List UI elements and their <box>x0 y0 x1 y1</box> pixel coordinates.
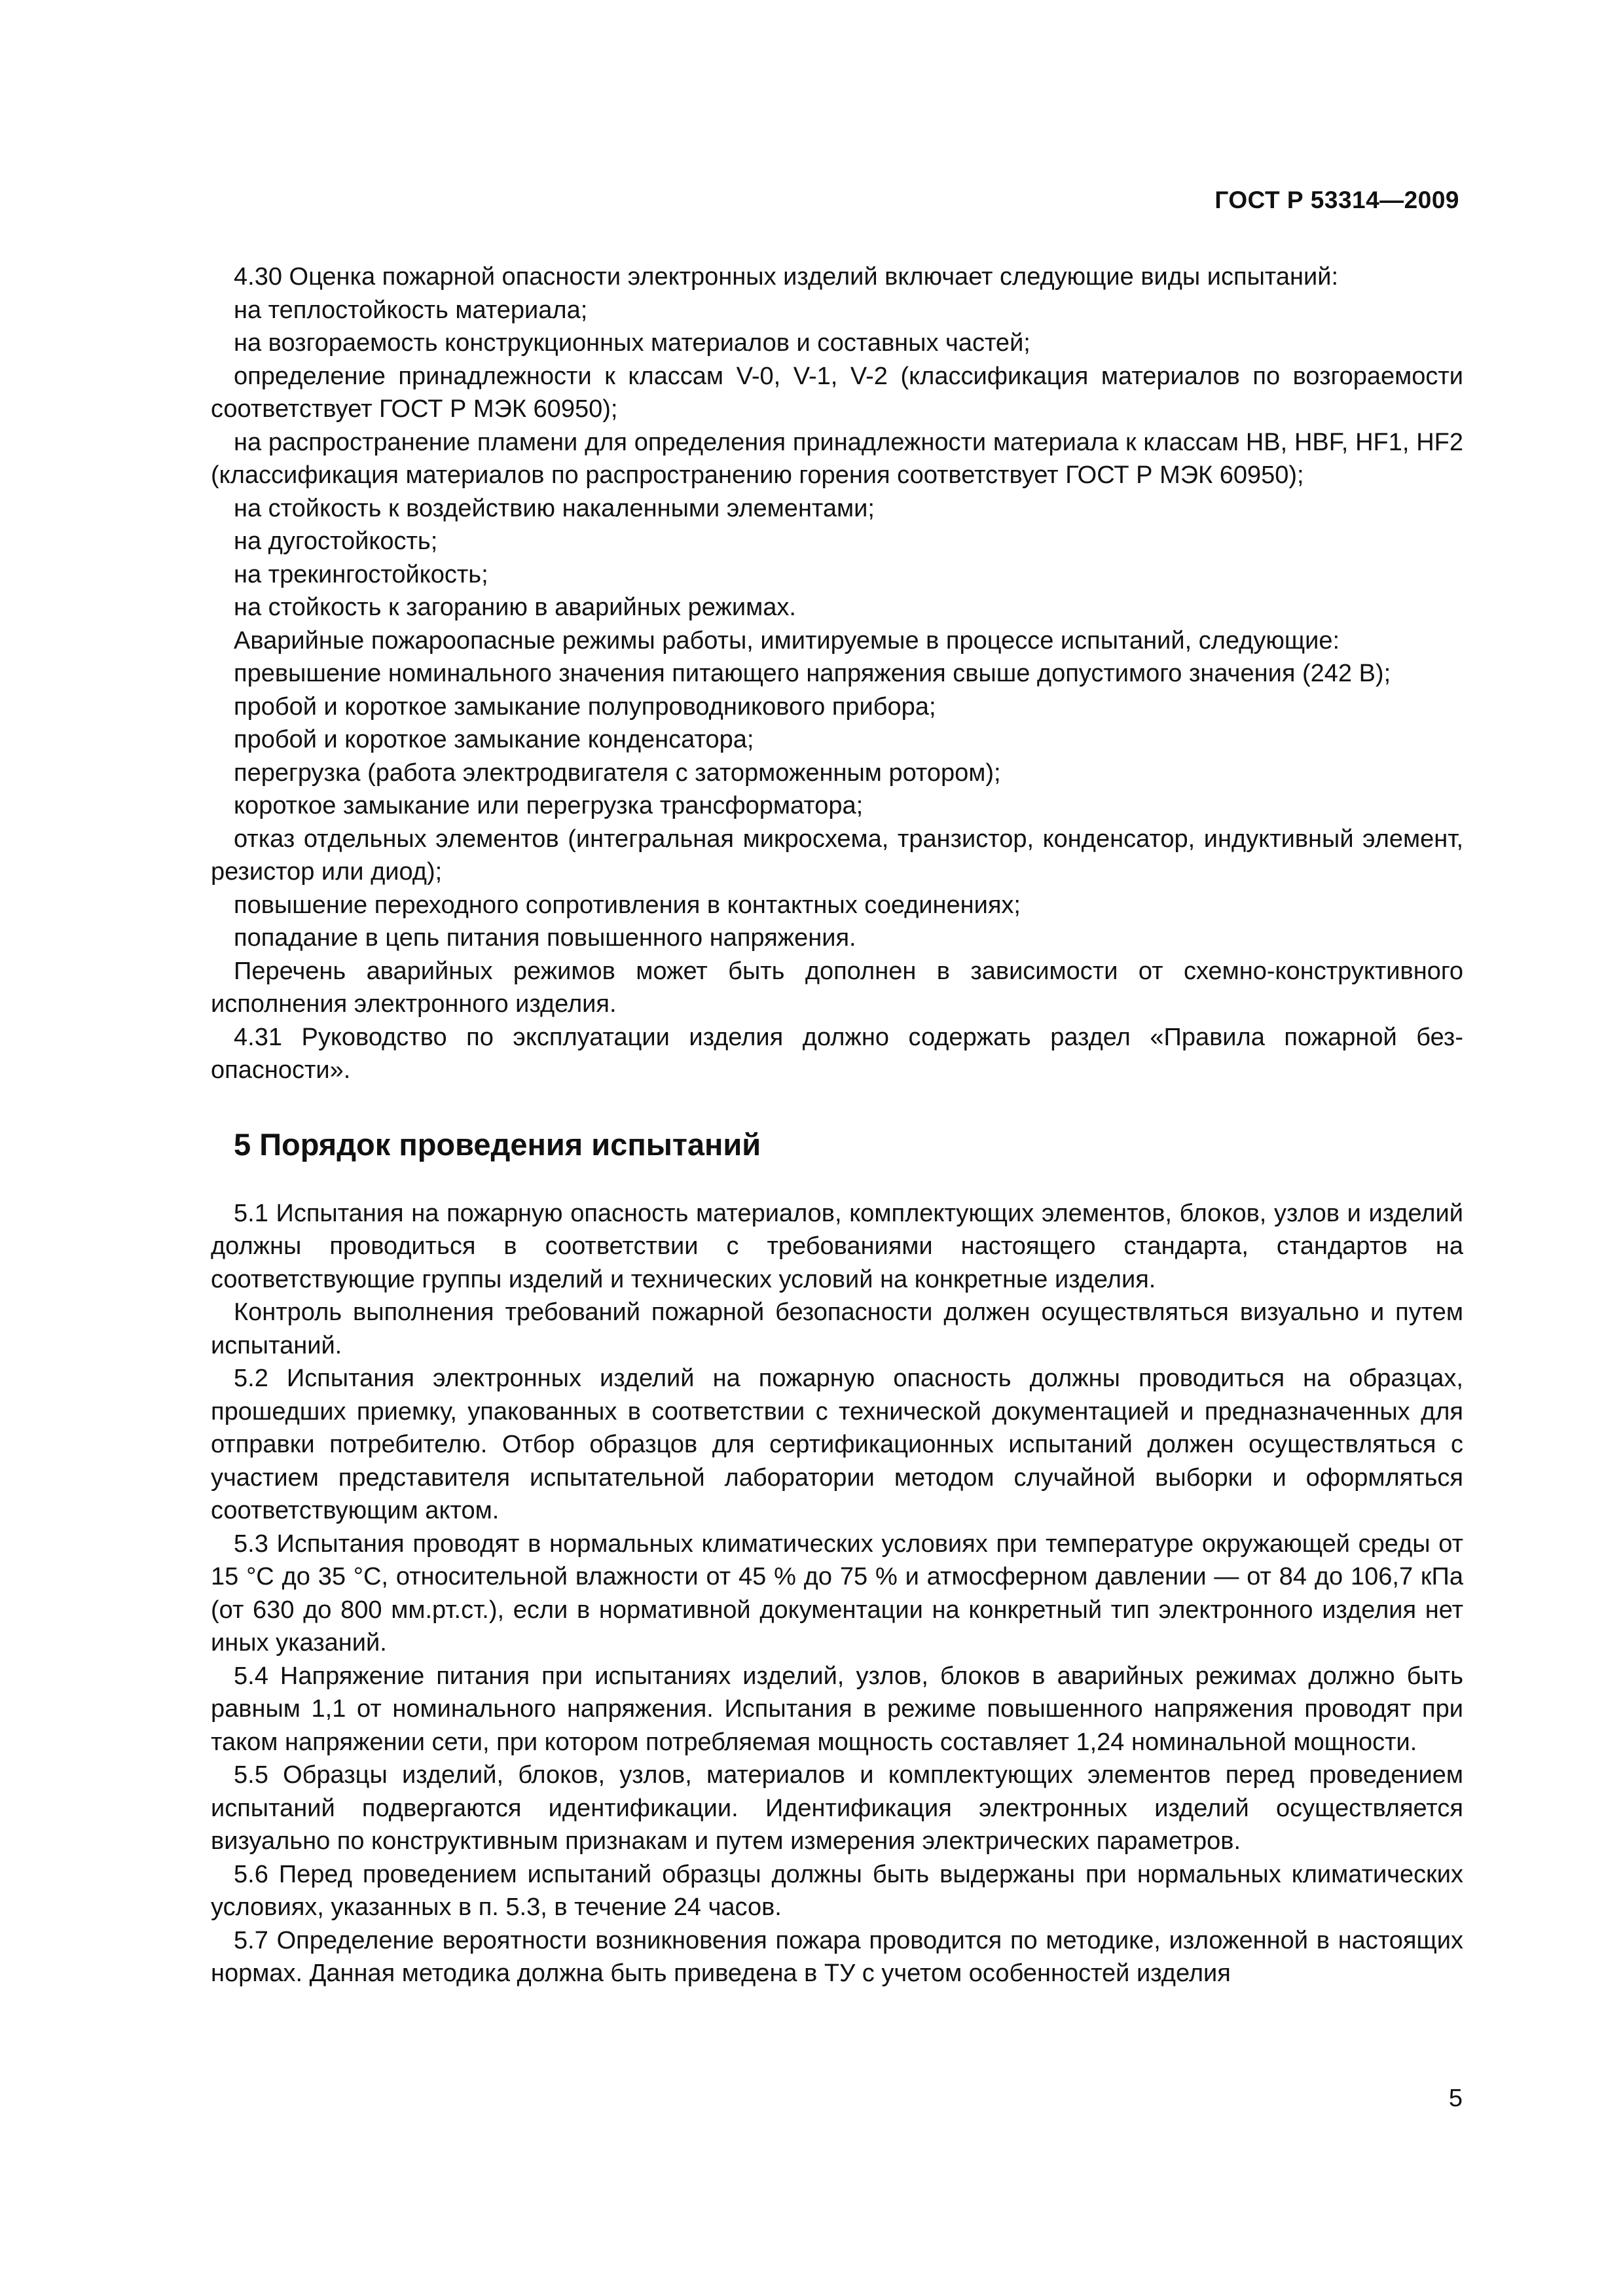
section-5-heading: 5 Порядок проведения испытаний <box>234 1126 761 1162</box>
list-item-tracking-resistance: на трекингостойкость; <box>234 560 488 588</box>
list-item-capacitor-short: пробой и короткое замыкание конденсатора; <box>234 726 754 753</box>
paragraph-5-4: 5.4 Напряжение питания при испытаниях изделий, узлов, блоков в аварийных режимах должно быть равным 1,1 от номинального напряжения. Испытания в режиме повышенного напряжения проводят при таком напряжении сети, при котором потребляемая мощность составляет 1,24 номинальной мощности. <box>211 1662 1463 1756</box>
list-item-flammability: на возгораемость конструкционных материалов и составных частей; <box>234 329 1030 357</box>
paragraph-4-30-intro: 4.30 Оценка пожарной опасности электронных изделий включает следующие виды испытаний: <box>234 263 1339 291</box>
paragraph-5-5: 5.5 Образцы изделий, блоков, узлов, материалов и комплектующих элементов перед проведением испытаний подвергаются идентификации. Идентификация электронных изделий осуществляется визуально по конструктивным признакам и путем измерения электрических параметров. <box>211 1761 1463 1855</box>
list-item-flame-spread: на распространение пламени для определения принадлежности материала к классам HB, HBF, HF1, HF2 (классификация материалов по распространению горения соответствует ГОСТ Р МЭК 60950); <box>211 428 1463 489</box>
list-item-overvoltage: превышение номинального значения питающего напряжения свыше допустимого значения (242 В); <box>234 660 1391 687</box>
paragraph-4-31: 4.31 Руководство по эксплуатации изделия должно содержать раздел «Правила пожарной безопасности». <box>211 1023 1463 1084</box>
paragraph-5-3: 5.3 Испытания проводят в нормальных климатических условиях при температуре окружающей среды от 15 °С до 35 °С, относительной влажности от 45 % до 75 % и атмосферном давлении — от 84 до 106,7 кПа (от 630 до 800 мм.рт.ст.), если в нормативной документации на конкретный тип электронного изделия нет иных указаний. <box>211 1530 1463 1657</box>
list-item-heat-resistance: на теплостойкость материала; <box>234 296 588 324</box>
list-item-semiconductor-short: пробой и короткое замыкание полупроводникового прибора; <box>234 692 936 721</box>
list-item-arc-resistance: на дугостойкость; <box>234 528 438 555</box>
list-item-emergency-ignition: на стойкость к загоранию в аварийных режимах. <box>234 594 796 621</box>
list-item-element-failure: отказ отдельных элементов (интегральная микросхема, транзистор, конденсатор, индуктивный элемент, резистор или диод); <box>211 825 1463 886</box>
list-item-high-voltage-supply: попадание в цепь питания повышенного напряжения. <box>234 924 856 952</box>
paragraph-5-7: 5.7 Определение вероятности возникновения пожара проводится по методике, изложенной в настоящих нормах. Данная методика должна быть приведена в ТУ с учетом особенностей изделия <box>211 1926 1463 1987</box>
list-item-transformer-fault: короткое замыкание или перегрузка трансформатора; <box>234 792 864 819</box>
list-item-v-class: определение принадлежности к классам V-0, V-1, V-2 (классификация материалов по возгораемости соответствует ГОСТ Р МЭК 60950); <box>211 362 1463 423</box>
paragraph-5-2: 5.2 Испытания электронных изделий на пожарную опасность должны проводиться на образцах, прошедших приемку, упакованных в соответствии с технической документацией и предназначенных для отправки потребителю. Отбор образцов для сертификационных испытаний должен осуществляться с участием представителя испытательной лаборатории методом случайной выборки и оформляться соответствующим актом. <box>211 1365 1463 1524</box>
document-code-header: ГОСТ Р 53314—2009 <box>1214 187 1459 213</box>
paragraph-5-6: 5.6 Перед проведением испытаний образцы должны быть выдержаны при нормальных климатических условиях, указанных в п. 5.3, в течение 24 часов. <box>211 1860 1463 1921</box>
paragraph-5-1: 5.1 Испытания на пожарную опасность материалов, комплектующих элементов, блоков, узлов и изделий должны проводиться в соответствии с требованиями настоящего стандарта, стандартов на соответствующие группы изделий и технических условий на конкретные изделия. <box>211 1199 1463 1293</box>
page-number: 5 <box>1448 2085 1463 2112</box>
list-item-contact-resistance: повышение переходного сопротивления в контактных соединениях; <box>234 891 1021 919</box>
paragraph-5-1-control: Контроль выполнения требований пожарной безопасности должен осуществляться визуально и путем испытаний. <box>211 1299 1463 1359</box>
list-item-glow-wire: на стойкость к воздействию накаленными элементами; <box>234 494 875 522</box>
paragraph-modes-extension: Перечень аварийных режимов может быть дополнен в зависимости от схемно-конструктивного исполнения электронного изделия. <box>211 957 1463 1018</box>
paragraph-emergency-modes-intro: Аварийные пожароопасные режимы работы, имитируемые в процессе испытаний, следующие: <box>234 626 1340 655</box>
page-content <box>211 260 1463 1990</box>
list-item-motor-overload: перегрузка (работа электродвигателя с заторможенным ротором); <box>234 759 1001 787</box>
